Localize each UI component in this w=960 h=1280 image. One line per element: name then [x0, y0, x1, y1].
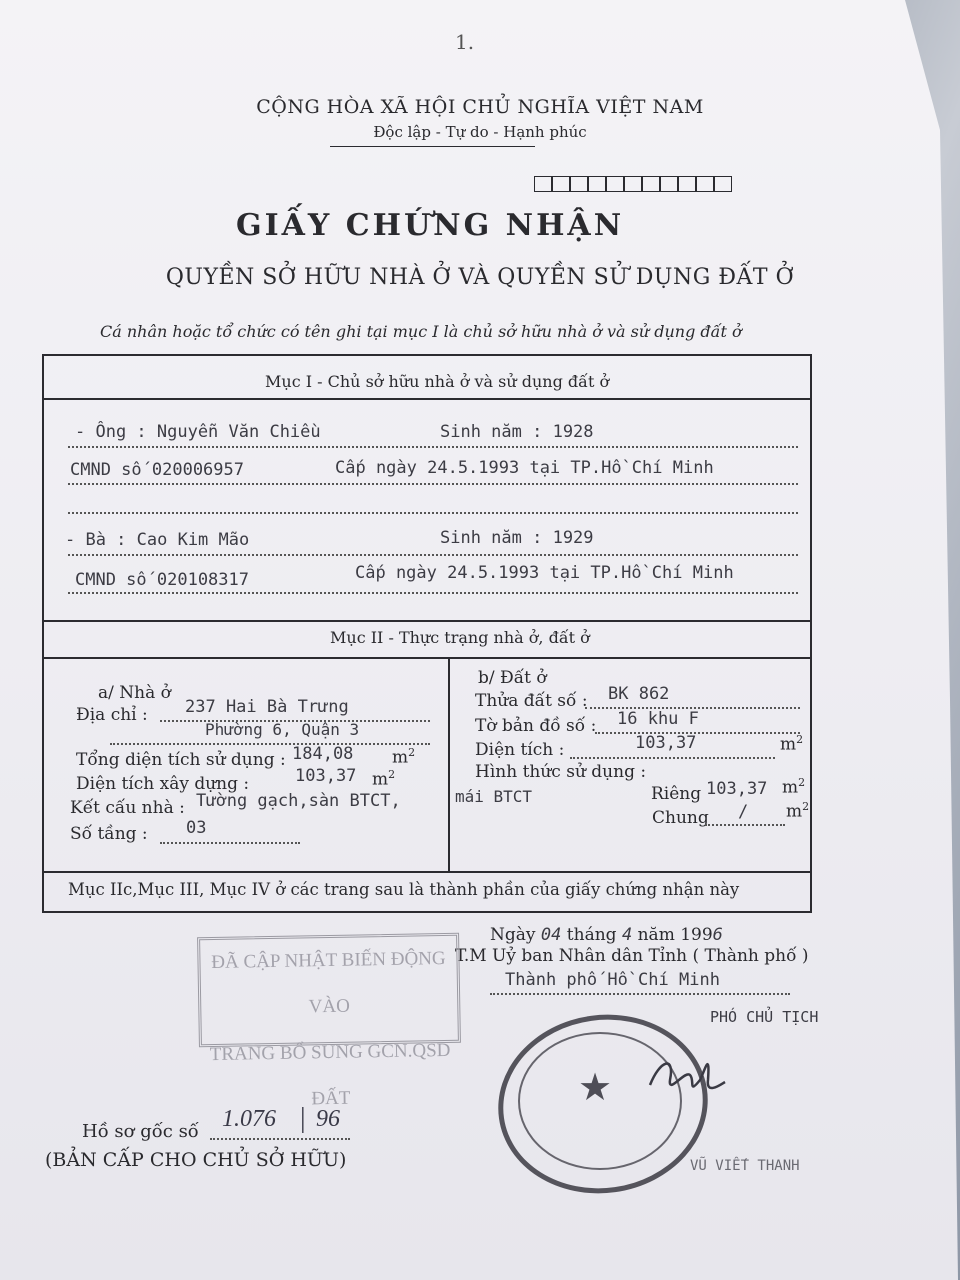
- owner1-id: CMND số 020006957: [70, 460, 244, 480]
- record-number: 1.076: [222, 1106, 276, 1132]
- motto-underline: [330, 146, 535, 147]
- document-title: GIẤY CHỨNG NHẬN: [236, 208, 625, 243]
- signer-position: PHÓ CHỦ TỊCH: [710, 1008, 819, 1026]
- issuing-city: Thành phố Hồ Chí Minh: [505, 970, 720, 990]
- issuing-authority: T.M Uỷ ban Nhân dân Tỉnh ( Thành phố ): [455, 946, 809, 966]
- map-sheet-value: 16 khu F: [617, 709, 699, 729]
- structure-label: Kết cấu nhà :: [70, 798, 185, 818]
- record-label: Hồ sơ gốc số: [82, 1121, 199, 1142]
- land-area-label: Diện tích :: [475, 740, 565, 760]
- page-mark: 1.: [455, 30, 475, 54]
- signer-name: VŨ VIẾT THANH: [690, 1158, 800, 1174]
- owner2-name: - Bà : Cao Kim Mão: [65, 530, 250, 550]
- total-area-label: Tổng diện tích sử dụng :: [76, 750, 286, 770]
- private-unit: $m^2$: [782, 776, 806, 798]
- usage-label: Hình thức sử dụng :: [475, 762, 647, 782]
- continuation-note: Mục IIc,Mục III, Mục IV ở các trang sau là thành phần của giấy chứng nhận này: [68, 880, 740, 899]
- document-subtitle: QUYỀN SỞ HỮU NHÀ Ở VÀ QUYỀN SỬ DỤNG ĐẤT Ở: [165, 265, 795, 290]
- floors-label: Số tầng :: [70, 824, 148, 844]
- owner2-id: CMND số 020108317: [75, 570, 249, 590]
- total-area-unit: $m^2$: [392, 746, 416, 768]
- address-line1: 237 Hai Bà Trưng: [185, 697, 349, 717]
- structure-continued: mái BTCT: [455, 787, 533, 806]
- built-area-unit: $m^2$: [372, 768, 396, 790]
- shared-unit: $m^2$: [786, 800, 810, 822]
- seal-star-icon: ★: [578, 1065, 613, 1109]
- section2-heading: Mục II - Thực trạng nhà ở, đất ở: [330, 628, 590, 647]
- update-stamp: ĐÃ CẬP NHẬT BIẾN ĐỘNG VÀO TRANG BỔ SUNG GCN.QSD ĐẤT: [197, 933, 461, 1048]
- address-label: Địa chỉ :: [76, 705, 148, 725]
- plot-label: Thửa đất số :: [475, 691, 588, 711]
- shared-value: /: [738, 802, 749, 822]
- private-label: Riêng: [651, 784, 702, 804]
- land-area-value: 103,37: [635, 733, 697, 753]
- land-label: b/ Đất ở: [478, 668, 547, 688]
- signature-icon: [640, 1040, 730, 1110]
- record-year: 96: [316, 1106, 340, 1132]
- owner2-issued: Cấp ngày 24.5.1993 tại TP.Hồ Chí Minh: [355, 563, 734, 583]
- address-line2: Phường 6, Quận 3: [205, 720, 360, 739]
- shared-label: Chung: [652, 808, 709, 828]
- owner2-birth: Sinh năm : 1929: [440, 528, 594, 548]
- intro-line: Cá nhân hoặc tổ chức có tên ghi tại mục I là chủ sở hữu nhà ở và sử dụng đất ở: [100, 322, 742, 341]
- house-label: a/ Nhà ở: [98, 683, 171, 703]
- owner1-name: - Ông : Nguyễn Văn Chiều: [75, 422, 321, 442]
- land-area-unit: $m^2$: [780, 733, 804, 755]
- owner1-issued: Cấp ngày 24.5.1993 tại TP.Hồ Chí Minh: [335, 458, 714, 478]
- motto: Độc lập - Tự do - Hạnh phúc: [373, 123, 587, 141]
- record-slash: |: [300, 1103, 306, 1134]
- copy-note: (BẢN CẤP CHO CHỦ SỞ HỮU): [45, 1149, 347, 1171]
- floors-value: 03: [186, 818, 207, 838]
- structure-value: Tường gạch,sàn BTCT,: [196, 791, 401, 811]
- owner1-birth: Sinh năm : 1928: [440, 422, 594, 442]
- plot-value: BK 862: [608, 684, 670, 704]
- total-area-value: 184,08: [292, 744, 354, 764]
- issue-date: Ngày 04 tháng 4 năm 1996: [490, 925, 723, 945]
- republic-header: CỘNG HÒA XÃ HỘI CHỦ NGHĨA VIỆT NAM: [256, 96, 704, 118]
- private-value: 103,37: [706, 779, 768, 799]
- section1-heading: Mục I - Chủ sở hữu nhà ở và sử dụng đất ở: [265, 372, 610, 391]
- map-sheet-label: Tờ bản đồ số :: [475, 716, 597, 736]
- built-area-label: Diện tích xây dựng :: [76, 774, 250, 794]
- built-area-value: 103,37: [295, 766, 357, 786]
